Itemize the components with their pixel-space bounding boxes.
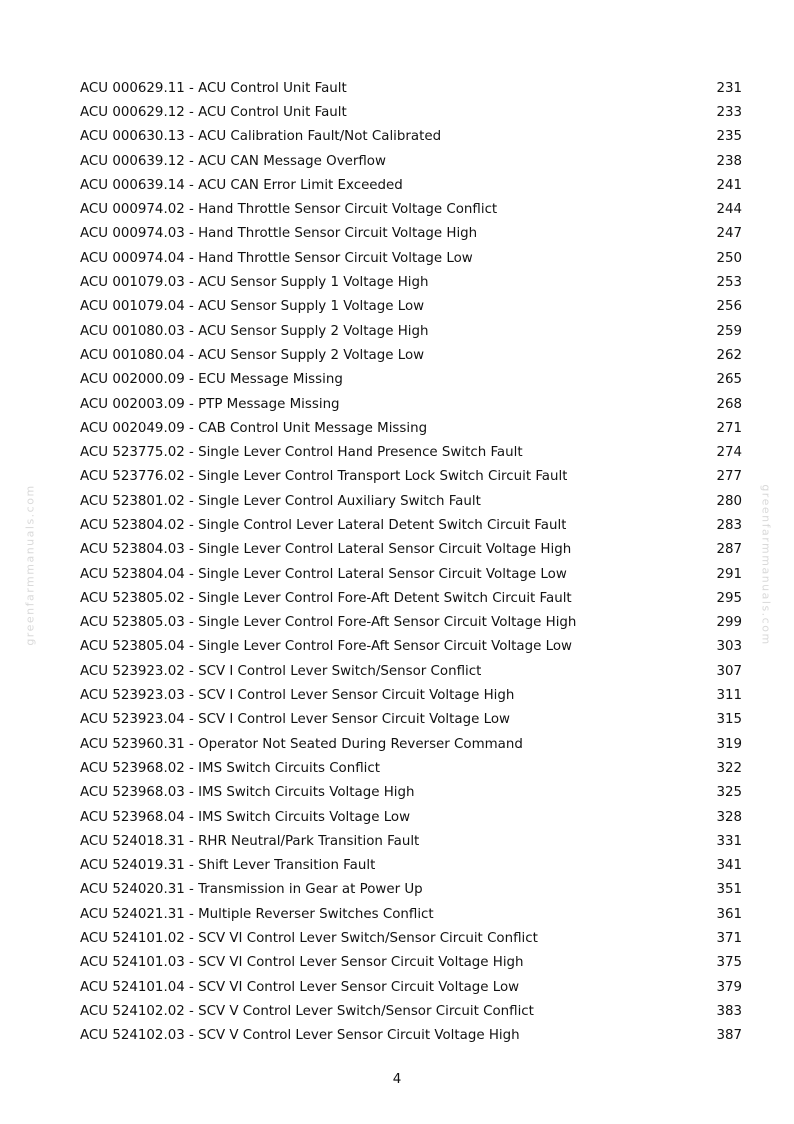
toc-entry-page[interactable]: 287 xyxy=(716,542,742,558)
toc-entry[interactable] xyxy=(80,246,742,270)
toc-entry[interactable] xyxy=(80,440,742,464)
toc-entry[interactable] xyxy=(80,708,742,732)
toc-entry-page[interactable]: 262 xyxy=(716,347,742,363)
toc-entry-title[interactable]: ACU 524018.31 - RHR Neutral/Park Transition Fault xyxy=(80,833,420,849)
toc-entry[interactable] xyxy=(80,343,742,367)
toc-entry[interactable] xyxy=(80,222,742,246)
toc-entry-title[interactable]: ACU 001080.04 - ACU Sensor Supply 2 Voltage Low xyxy=(80,347,425,363)
toc-entry-page[interactable]: 241 xyxy=(716,177,742,193)
toc-entry[interactable] xyxy=(80,1024,742,1048)
toc-entry-title[interactable]: ACU 524020.31 - Transmission in Gear at Power Up xyxy=(80,882,423,898)
toc-entry-page[interactable]: 271 xyxy=(716,420,742,436)
toc-entry[interactable] xyxy=(80,392,742,416)
toc-entry-title[interactable]: ACU 523805.02 - Single Lever Control Fore-Aft Detent Switch Circuit Fault xyxy=(80,590,572,606)
toc-entry[interactable] xyxy=(80,683,742,707)
watermark-left: greenfarmmanuals.com xyxy=(23,484,37,646)
toc-entry-page[interactable]: 295 xyxy=(716,590,742,606)
toc-entry-page[interactable]: 375 xyxy=(716,955,742,971)
toc-entry[interactable] xyxy=(80,926,742,950)
toc-entry-title[interactable]: ACU 000974.04 - Hand Throttle Sensor Circuit Voltage Low xyxy=(80,250,473,266)
toc-entry-title[interactable]: ACU 000639.14 - ACU CAN Error Limit Exceeded xyxy=(80,177,403,193)
toc-entry[interactable] xyxy=(80,562,742,586)
toc-entry-title[interactable]: ACU 001079.03 - ACU Sensor Supply 1 Voltage High xyxy=(80,275,429,291)
toc-entry[interactable] xyxy=(80,489,742,513)
toc-entry[interactable] xyxy=(80,270,742,294)
toc-entry-title[interactable]: ACU 523923.04 - SCV I Control Lever Sensor Circuit Voltage Low xyxy=(80,712,510,728)
toc-entry-title[interactable]: ACU 524101.03 - SCV VI Control Lever Sensor Circuit Voltage High xyxy=(80,955,524,971)
toc-entry-title[interactable]: ACU 524101.02 - SCV VI Control Lever Switch/Sensor Circuit Conflict xyxy=(80,931,538,947)
toc-entry[interactable] xyxy=(80,611,742,635)
toc-entry-title[interactable]: ACU 000629.12 - ACU Control Unit Fault xyxy=(80,104,347,120)
toc-entry-page[interactable]: 250 xyxy=(716,250,742,266)
toc-entry-title[interactable]: ACU 000974.02 - Hand Throttle Sensor Circuit Voltage Conflict xyxy=(80,202,498,218)
toc-entry-page[interactable]: 291 xyxy=(716,566,742,582)
toc-entry-page[interactable]: 351 xyxy=(716,882,742,898)
toc-entry-page[interactable]: 244 xyxy=(716,202,742,218)
toc-entry[interactable] xyxy=(80,635,742,659)
toc-entry[interactable] xyxy=(80,197,742,221)
toc-entry[interactable] xyxy=(80,125,742,149)
toc-entry-page[interactable]: 341 xyxy=(716,858,742,874)
toc-entry[interactable] xyxy=(80,295,742,319)
toc-entry-title[interactable]: ACU 001079.04 - ACU Sensor Supply 1 Voltage Low xyxy=(80,299,425,315)
toc-entry[interactable] xyxy=(80,975,742,999)
toc-entry-title[interactable]: ACU 523923.03 - SCV I Control Lever Sensor Circuit Voltage High xyxy=(80,688,515,704)
toc-entry-title[interactable]: ACU 523801.02 - Single Lever Control Auxiliary Switch Fault xyxy=(80,493,481,509)
toc-entry-page[interactable]: 238 xyxy=(716,153,742,169)
toc-entry-title[interactable]: ACU 524019.31 - Shift Lever Transition Fault xyxy=(80,858,376,874)
toc-entry-title[interactable]: ACU 523968.04 - IMS Switch Circuits Voltage Low xyxy=(80,809,411,825)
toc-entry-page[interactable]: 253 xyxy=(716,275,742,291)
toc-entry[interactable] xyxy=(80,732,742,756)
toc-entry-title[interactable]: ACU 000974.03 - Hand Throttle Sensor Circuit Voltage High xyxy=(80,226,478,242)
toc-entry-title[interactable]: ACU 524021.31 - Multiple Reverser Switches Conflict xyxy=(80,906,434,922)
toc-entry-page[interactable]: 303 xyxy=(716,639,742,655)
toc-entry[interactable] xyxy=(80,854,742,878)
toc-entry[interactable] xyxy=(80,756,742,780)
toc-entry-title[interactable]: ACU 002003.09 - PTP Message Missing xyxy=(80,396,340,412)
toc-entry-title[interactable]: ACU 523776.02 - Single Lever Control Transport Lock Switch Circuit Fault xyxy=(80,469,568,485)
toc-entry[interactable] xyxy=(80,368,742,392)
toc-entry-page[interactable]: 283 xyxy=(716,517,742,533)
toc-entry[interactable] xyxy=(80,100,742,124)
toc-entry-page[interactable]: 277 xyxy=(716,469,742,485)
toc-entry[interactable] xyxy=(80,76,742,100)
toc-entry-title[interactable]: ACU 523804.03 - Single Lever Control Lateral Sensor Circuit Voltage High xyxy=(80,542,572,558)
toc-entry-title[interactable]: ACU 523960.31 - Operator Not Seated During Reverser Command xyxy=(80,736,523,752)
toc-entry[interactable] xyxy=(80,416,742,440)
toc-entry[interactable] xyxy=(80,173,742,197)
toc-entry[interactable] xyxy=(80,586,742,610)
toc-entry-page[interactable]: 325 xyxy=(716,785,742,801)
watermark-right: greenfarmmanuals.com xyxy=(759,484,773,646)
toc-entry-title[interactable]: ACU 523923.02 - SCV I Control Lever Switch/Sensor Conflict xyxy=(80,663,482,679)
toc-entry[interactable] xyxy=(80,149,742,173)
toc-entry-title[interactable]: ACU 523968.02 - IMS Switch Circuits Conflict xyxy=(80,760,381,776)
toc-entry[interactable] xyxy=(80,538,742,562)
toc-entry[interactable] xyxy=(80,878,742,902)
toc-entry-page[interactable]: 233 xyxy=(716,104,742,120)
toc-entry-title[interactable]: ACU 000629.11 - ACU Control Unit Fault xyxy=(80,80,347,96)
toc-entry-title[interactable]: ACU 523804.04 - Single Lever Control Lateral Sensor Circuit Voltage Low xyxy=(80,566,567,582)
toc-entry-page[interactable]: 383 xyxy=(716,1003,742,1019)
toc-entry-page[interactable]: 315 xyxy=(716,712,742,728)
toc-entry[interactable] xyxy=(80,999,742,1023)
toc-entry-page[interactable]: 259 xyxy=(716,323,742,339)
toc-entry-title[interactable]: ACU 000639.12 - ACU CAN Message Overflow xyxy=(80,153,386,169)
toc-entry-title[interactable]: ACU 524102.03 - SCV V Control Lever Sensor Circuit Voltage High xyxy=(80,1028,520,1044)
page-number: 4 xyxy=(392,1072,402,1087)
toc-entry[interactable] xyxy=(80,902,742,926)
toc-entry[interactable] xyxy=(80,513,742,537)
toc-entry-title[interactable]: ACU 523805.03 - Single Lever Control Fore-Aft Sensor Circuit Voltage High xyxy=(80,615,577,631)
toc-entry-page[interactable]: 265 xyxy=(716,372,742,388)
toc-entry-title[interactable]: ACU 002049.09 - CAB Control Unit Message Missing xyxy=(80,420,428,436)
toc-entry-page[interactable]: 256 xyxy=(716,299,742,315)
toc-entry-page[interactable]: 379 xyxy=(716,979,742,995)
toc-entry[interactable] xyxy=(80,659,742,683)
toc-entry-title[interactable]: ACU 523805.04 - Single Lever Control Fore-Aft Sensor Circuit Voltage Low xyxy=(80,639,572,655)
toc-entry-title[interactable]: ACU 001080.03 - ACU Sensor Supply 2 Voltage High xyxy=(80,323,429,339)
toc-entry-title[interactable]: ACU 523804.02 - Single Control Lever Lateral Detent Switch Circuit Fault xyxy=(80,517,567,533)
toc-entry-title[interactable]: ACU 523775.02 - Single Lever Control Hand Presence Switch Fault xyxy=(80,445,523,461)
toc-entry-page[interactable]: 322 xyxy=(716,760,742,776)
toc-entry-page[interactable]: 235 xyxy=(716,129,742,145)
toc-entry-page[interactable]: 231 xyxy=(716,80,742,96)
toc-entry-page[interactable]: 319 xyxy=(716,736,742,752)
toc-entry-title[interactable]: ACU 002000.09 - ECU Message Missing xyxy=(80,372,343,388)
toc-entry[interactable] xyxy=(80,951,742,975)
toc-entry-page[interactable]: 307 xyxy=(716,663,742,679)
toc-entry-page[interactable]: 247 xyxy=(716,226,742,242)
toc-entry-page[interactable]: 331 xyxy=(716,833,742,849)
toc-entry-page[interactable]: 299 xyxy=(716,615,742,631)
toc-entry-page[interactable]: 387 xyxy=(716,1028,742,1044)
toc-entry-title[interactable]: ACU 524101.04 - SCV VI Control Lever Sensor Circuit Voltage Low xyxy=(80,979,520,995)
toc-entry-page[interactable]: 280 xyxy=(716,493,742,509)
toc-entry-page[interactable]: 371 xyxy=(716,931,742,947)
toc-entry-page[interactable]: 361 xyxy=(716,906,742,922)
toc-entry[interactable] xyxy=(80,805,742,829)
table-of-contents xyxy=(80,76,742,1048)
toc-entry[interactable] xyxy=(80,465,742,489)
toc-entry-page[interactable]: 274 xyxy=(716,445,742,461)
toc-entry[interactable] xyxy=(80,781,742,805)
toc-entry-page[interactable]: 328 xyxy=(716,809,742,825)
toc-entry-title[interactable]: ACU 524102.02 - SCV V Control Lever Switch/Sensor Circuit Conflict xyxy=(80,1003,534,1019)
toc-entry-title[interactable]: ACU 000630.13 - ACU Calibration Fault/Not Calibrated xyxy=(80,129,442,145)
toc-entry-page[interactable]: 311 xyxy=(716,688,742,704)
toc-entry-page[interactable]: 268 xyxy=(716,396,742,412)
toc-entry-title[interactable]: ACU 523968.03 - IMS Switch Circuits Voltage High xyxy=(80,785,415,801)
toc-entry[interactable] xyxy=(80,829,742,853)
toc-entry[interactable] xyxy=(80,319,742,343)
